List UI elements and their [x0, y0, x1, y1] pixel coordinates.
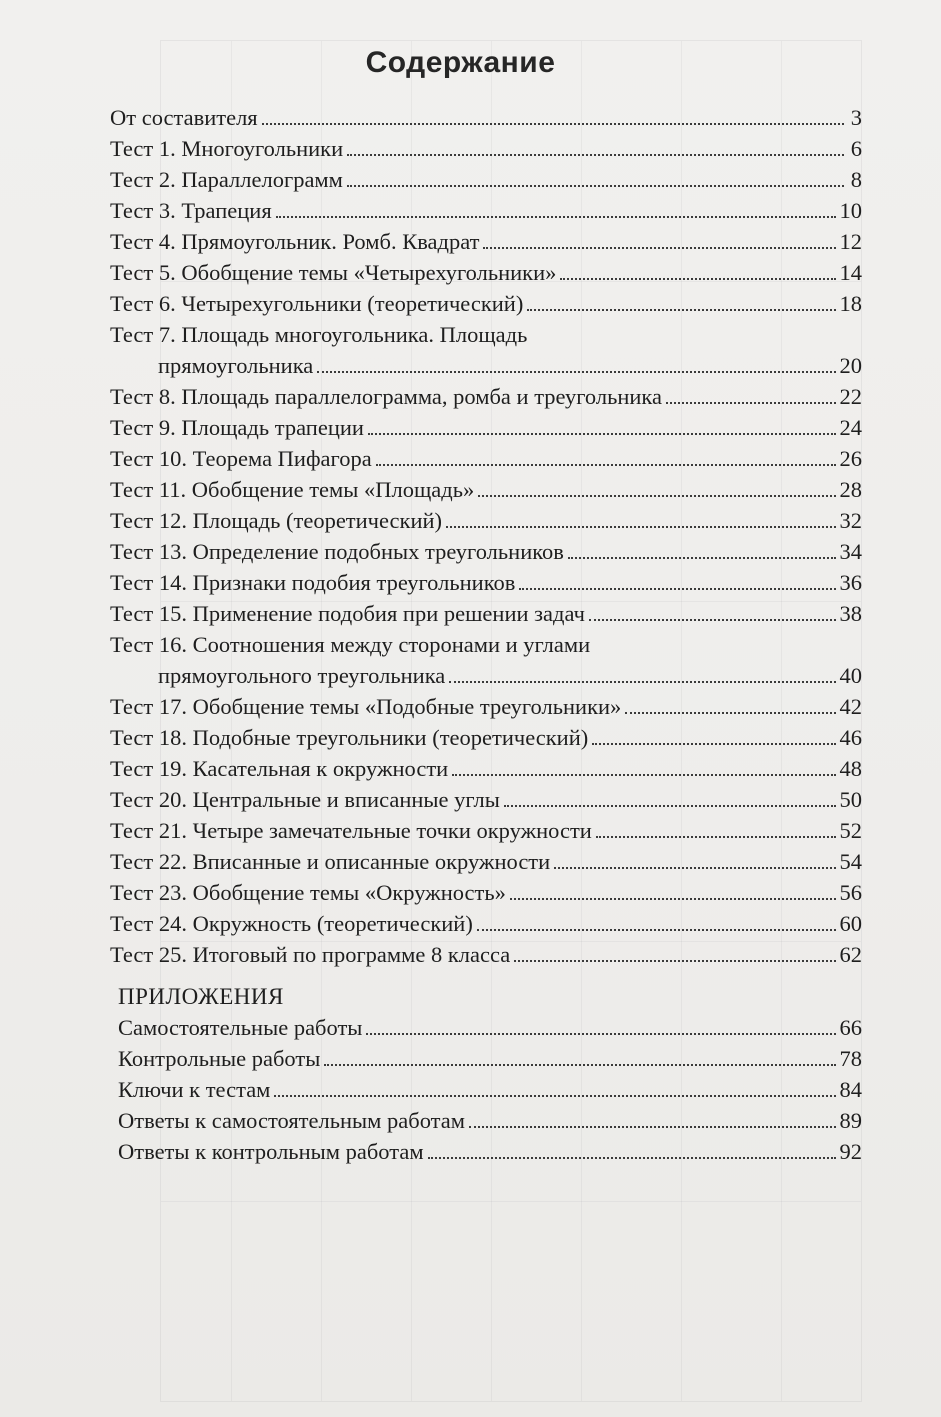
toc-page-number: 50: [839, 787, 862, 812]
toc-page-number: 38: [839, 601, 862, 626]
toc-page-number: 10: [839, 198, 862, 223]
toc-entry-title: Ответы к самостоятельным работам: [118, 1108, 465, 1133]
toc-page-number: 62: [839, 942, 862, 967]
toc-entry: [110, 937, 862, 968]
toc-entry: [110, 348, 862, 379]
toc-page-number: 42: [839, 694, 862, 719]
toc-entry-title: Тест 23. Обобщение темы «Окружность»: [110, 880, 506, 905]
dot-leader: [324, 1064, 835, 1066]
dot-leader: [446, 526, 835, 528]
dot-leader: [568, 557, 836, 559]
toc-entry: [110, 503, 862, 534]
toc-entry-title: Тест 20. Центральные и вписанные углы: [110, 787, 500, 812]
toc-page-number: 34: [839, 539, 862, 564]
page-title: Содержание: [365, 46, 556, 79]
toc-entry: [110, 162, 862, 193]
toc-entry-title: Тест 7. Площадь многоугольника. Площадь: [110, 322, 528, 347]
toc-entry: [110, 720, 862, 751]
toc-entry: [110, 627, 862, 658]
toc-entry: [110, 224, 862, 255]
toc-entry-title: Тест 10. Теорема Пифагора: [110, 446, 372, 471]
toc-entry-title: Тест 18. Подобные треугольники (теоретический): [110, 725, 589, 750]
toc-entry: [110, 193, 862, 224]
toc-entry: [110, 751, 862, 782]
toc-page-number: 18: [839, 291, 862, 316]
toc-page-number: 20: [839, 353, 862, 378]
toc-entry: [110, 131, 862, 162]
toc-entry: [110, 1072, 862, 1103]
toc-entry: [110, 813, 862, 844]
toc-entry-title: Тест 16. Соотношения между сторонами и углами: [110, 632, 591, 657]
dot-leader: [596, 836, 836, 838]
dot-leader: [589, 619, 836, 621]
toc-entry: [110, 410, 862, 441]
toc-entry-title: Тест 2. Параллелограмм: [110, 167, 343, 192]
dot-leader: [317, 371, 835, 373]
toc-entry-title: Тест 3. Трапеция: [110, 198, 272, 223]
toc-page-number: 8: [850, 167, 862, 192]
toc-page-number: 84: [839, 1077, 862, 1102]
appendix-header: ПРИЛОЖЕНИЯ: [118, 984, 284, 1009]
toc-entry-title: прямоугольника: [158, 353, 314, 378]
toc-entry: [110, 1103, 862, 1134]
toc-entry-title: Тест 25. Итоговый по программе 8 класса: [110, 942, 511, 967]
dot-leader: [347, 154, 844, 156]
appendix-list: [110, 1010, 862, 1165]
toc-entry: [110, 906, 862, 937]
toc-page-number: 89: [839, 1108, 862, 1133]
toc-page-number: 6: [850, 136, 862, 161]
dot-leader: [504, 805, 836, 807]
dot-leader: [366, 1033, 835, 1035]
toc-entry-title: От составителя: [110, 105, 258, 130]
toc-entry-title: Тест 19. Касательная к окружности: [110, 756, 449, 781]
toc-appendix: [110, 968, 862, 1165]
toc-entry-title: Тест 4. Прямоугольник. Ромб. Квадрат: [110, 229, 480, 254]
toc-entry: [110, 255, 862, 286]
dot-leader: [478, 495, 835, 497]
toc-entry: [110, 875, 862, 906]
dot-leader: [276, 216, 836, 218]
toc-entry-title: Тест 12. Площадь (теоретический): [110, 508, 443, 533]
dot-leader: [560, 278, 835, 280]
toc-page-number: 48: [839, 756, 862, 781]
toc-entry-title: Ответы к контрольным работам: [118, 1139, 424, 1164]
toc-entry: [110, 844, 862, 875]
dot-leader: [592, 743, 835, 745]
toc-entry-title: Тест 9. Площадь трапеции: [110, 415, 364, 440]
dot-leader: [519, 588, 835, 590]
toc-page-number: 56: [839, 880, 862, 905]
toc-entry-title: прямоугольного треугольника: [158, 663, 446, 688]
toc-entry: [110, 286, 862, 317]
toc-main-list: [110, 100, 862, 968]
dot-leader: [428, 1157, 836, 1159]
toc-entry: [110, 379, 862, 410]
toc-page-number: 40: [839, 663, 862, 688]
toc-page-number: 22: [839, 384, 862, 409]
toc-page-number: 24: [839, 415, 862, 440]
toc-entry: [110, 100, 862, 131]
toc-entry-title: Тест 8. Площадь параллелограмма, ромба и треугольника: [110, 384, 662, 409]
toc-page-number: 28: [839, 477, 862, 502]
toc-page-number: 54: [839, 849, 862, 874]
toc-entry: [110, 317, 862, 348]
dot-leader: [477, 929, 836, 931]
toc-entry: [110, 658, 862, 689]
toc-page-number: 14: [839, 260, 862, 285]
dot-leader: [274, 1095, 835, 1097]
toc-page-number: 3: [850, 105, 862, 130]
dot-leader: [347, 185, 844, 187]
toc-entry: [110, 782, 862, 813]
dot-leader: [514, 960, 835, 962]
toc-entry-title: Тест 5. Обобщение темы «Четырехугольники»: [110, 260, 557, 285]
toc-entry: [110, 1134, 862, 1165]
toc-entry-title: Тест 17. Обобщение темы «Подобные треугольники»: [110, 694, 622, 719]
toc-page-number: 26: [839, 446, 862, 471]
toc-page-number: 66: [839, 1015, 862, 1040]
toc-page-number: 92: [839, 1139, 862, 1164]
dot-leader: [376, 464, 836, 466]
toc-entry-title: Тест 22. Вписанные и описанные окружности: [110, 849, 551, 874]
toc-entry-title: Тест 15. Применение подобия при решении задач: [110, 601, 585, 626]
dot-leader: [452, 774, 835, 776]
toc-page-number: 32: [839, 508, 862, 533]
toc-entry: [110, 689, 862, 720]
toc-entry-title: Ключи к тестам: [118, 1077, 271, 1102]
toc-entry-title: Тест 13. Определение подобных треугольников: [110, 539, 564, 564]
dot-leader: [469, 1126, 836, 1128]
dot-leader: [262, 123, 844, 125]
table-of-contents: [110, 100, 862, 1165]
toc-entry-title: Тест 11. Обобщение темы «Площадь»: [110, 477, 475, 502]
toc-entry-title: Тест 14. Признаки подобия треугольников: [110, 570, 516, 595]
dot-leader: [625, 712, 835, 714]
toc-page-number: 36: [839, 570, 862, 595]
toc-page-number: 52: [839, 818, 862, 843]
toc-entry: [110, 565, 862, 596]
toc-page-number: 60: [839, 911, 862, 936]
toc-entry-title: Тест 24. Окружность (теоретический): [110, 911, 473, 936]
dot-leader: [368, 433, 836, 435]
toc-entry-title: Контрольные работы: [118, 1046, 321, 1071]
toc-entry-title: Тест 6. Четырехугольники (теоретический): [110, 291, 524, 316]
toc-entry: [110, 1010, 862, 1041]
toc-entry: [110, 1041, 862, 1072]
toc-entry: [110, 441, 862, 472]
toc-entry: [110, 596, 862, 627]
dot-leader: [449, 681, 835, 683]
toc-page-number: 46: [839, 725, 862, 750]
dot-leader: [527, 309, 835, 311]
toc-entry-title: Тест 1. Многоугольники: [110, 136, 344, 161]
toc-entry-title: Самостоятельные работы: [118, 1015, 363, 1040]
dot-leader: [554, 867, 835, 869]
toc-entry: [110, 534, 862, 565]
toc-page-number: 78: [839, 1046, 862, 1071]
toc-entry-title: Тест 21. Четыре замечательные точки окружности: [110, 818, 592, 843]
toc-entry: [110, 472, 862, 503]
dot-leader: [666, 402, 836, 404]
toc-page-number: 12: [839, 229, 862, 254]
dot-leader: [510, 898, 836, 900]
dot-leader: [483, 247, 835, 249]
